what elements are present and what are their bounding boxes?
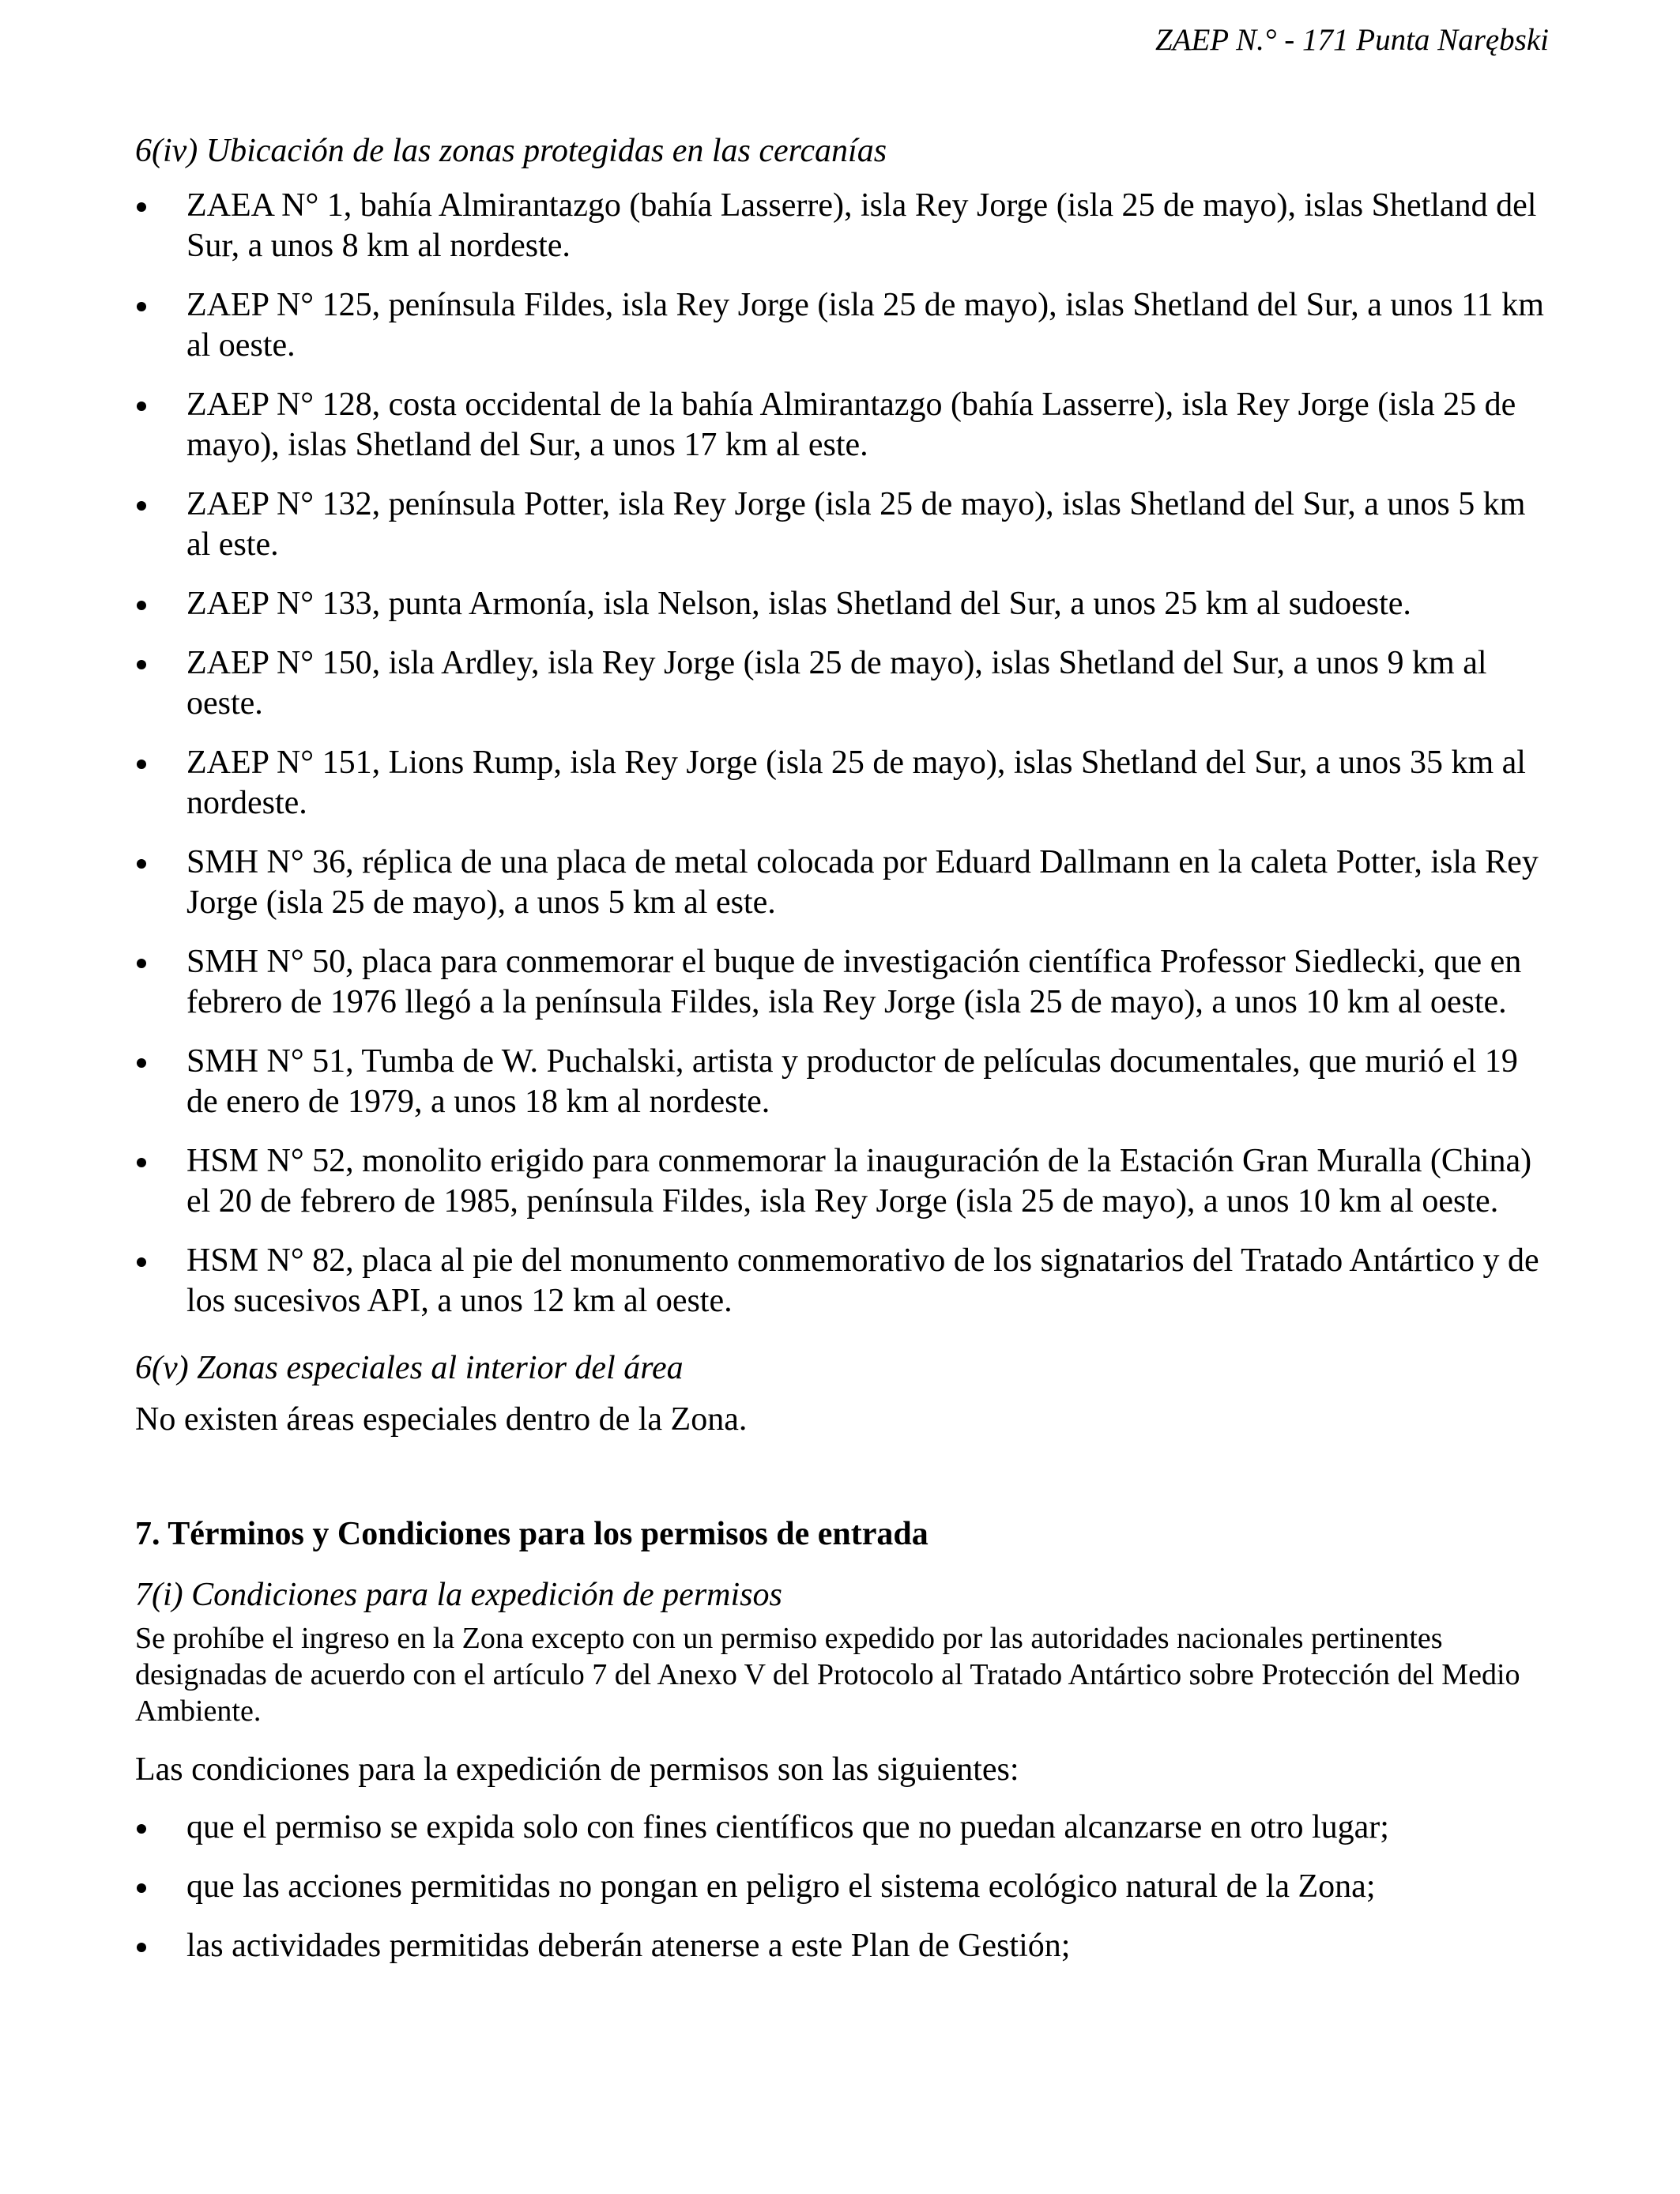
list-item-text: HSM N° 52, monolito erigido para conmemorar la inauguración de la Estación Gran Muralla (China) el 20 de febrero de 1985, península Fildes, isla Rey Jorge (isla 25 de mayo), a unos 10 km al oeste.	[186, 1143, 1532, 1220]
list-item	[135, 385, 1550, 466]
list-item-text: ZAEP N° 150, isla Ardley, isla Rey Jorge (isla 25 de mayo), islas Shetland del Sur, a unos 9 km al oeste.	[186, 645, 1487, 722]
list-item	[135, 1867, 1550, 1907]
list-item	[135, 843, 1550, 923]
list-item	[135, 643, 1550, 724]
bullet-icon	[137, 601, 146, 610]
section-7i-intro: Se prohíbe el ingreso en la Zona excepto con un permiso expedido por las autoridades nacionales pertinentes designadas de acuerdo con el artículo 7 del Anexo V del Protocolo al Tratado Antártico sobre Protección del Medio Ambiente.	[135, 1622, 1520, 1728]
bullet-icon	[137, 1257, 146, 1267]
section-7i-heading: 7(i) Condiciones para la expedición de permisos	[135, 1577, 782, 1613]
list-item	[135, 942, 1550, 1023]
section-6iv-heading: 6(iv) Ubicación de las zonas protegidas en las cercanías	[135, 133, 887, 169]
list-item-text: ZAEP N° 128, costa occidental de la bahía Almirantazgo (bahía Lasserre), isla Rey Jorge (isla 25 de mayo), islas Shetland del Sur, a unos 17 km al este.	[186, 386, 1516, 463]
list-item-text: ZAEP N° 132, península Potter, isla Rey Jorge (isla 25 de mayo), islas Shetland del Sur, a unos 5 km al este.	[186, 486, 1526, 563]
list-item-text: HSM N° 82, placa al pie del monumento conmemorativo de los signatarios del Tratado Antártico y de los sucesivos API, a unos 12 km al oeste.	[186, 1242, 1539, 1319]
bullet-icon	[137, 959, 146, 968]
list-item-text: SMH N° 36, réplica de una placa de metal colocada por Eduard Dallmann en la caleta Potter, isla Rey Jorge (isla 25 de mayo), a unos 5 km al este.	[186, 844, 1539, 921]
section-7i-lead: Las condiciones para la expedición de permisos son las siguientes:	[135, 1751, 1019, 1788]
list-item	[135, 1042, 1550, 1122]
bullet-icon	[137, 302, 146, 311]
list-item	[135, 186, 1550, 266]
list-item	[135, 484, 1550, 565]
document-body	[135, 131, 1550, 1985]
list-item	[135, 1926, 1550, 1966]
bullet-icon	[137, 202, 146, 212]
running-header: ZAEP N.° - 171 Punta Narębski	[1155, 23, 1549, 57]
bullet-icon	[137, 1158, 146, 1167]
list-item-text: que el permiso se expida solo con fines científicos que no puedan alcanzarse en otro lugar;	[186, 1809, 1389, 1845]
list-item-text: ZAEA N° 1, bahía Almirantazgo (bahía Lasserre), isla Rey Jorge (isla 25 de mayo), islas Shetland del Sur, a unos 8 km al nordeste.	[186, 187, 1537, 264]
bullet-icon	[137, 859, 146, 869]
bullet-icon	[137, 1943, 146, 1952]
list-item	[135, 1141, 1550, 1222]
bullet-icon	[137, 501, 146, 511]
list-item	[135, 584, 1550, 624]
bullet-icon	[137, 1883, 146, 1893]
list-item	[135, 285, 1550, 366]
permit-conditions-list	[135, 1808, 1550, 1966]
section-6v-text: No existen áreas especiales dentro de la Zona.	[135, 1401, 748, 1438]
list-item-text: las actividades permitidas deberán atenerse a este Plan de Gestión;	[186, 1928, 1071, 1964]
bullet-icon	[137, 660, 146, 669]
bullet-icon	[137, 1824, 146, 1834]
bullet-icon	[137, 760, 146, 769]
list-item-text: que las acciones permitidas no pongan en peligro el sistema ecológico natural de la Zona;	[186, 1868, 1376, 1905]
list-item-text: ZAEP N° 133, punta Armonía, isla Nelson, islas Shetland del Sur, a unos 25 km al sudoeste.	[186, 586, 1411, 622]
list-item-text: SMH N° 51, Tumba de W. Puchalski, artista y productor de películas documentales, que murió el 19 de enero de 1979, a unos 18 km al nordeste.	[186, 1043, 1518, 1120]
list-item	[135, 1241, 1550, 1321]
section-6v-heading: 6(v) Zonas especiales al interior del área	[135, 1350, 684, 1386]
bullet-icon	[137, 401, 146, 411]
list-item-text: ZAEP N° 125, península Fildes, isla Rey Jorge (isla 25 de mayo), islas Shetland del Sur, a unos 11 km al oeste.	[186, 287, 1544, 364]
list-item	[135, 743, 1550, 824]
list-item-text: SMH N° 50, placa para conmemorar el buque de investigación científica Professor Siedlecki, que en febrero de 1976 llegó a la península Fildes, isla Rey Jorge (isla 25 de mayo), a unos 10 km al oeste.	[186, 944, 1522, 1020]
section-7-heading: 7. Términos y Condiciones para los permisos de entrada	[135, 1516, 929, 1552]
bullet-icon	[137, 1058, 146, 1068]
nearby-protected-areas-list	[135, 186, 1550, 1321]
list-item	[135, 1808, 1550, 1848]
list-item-text: ZAEP N° 151, Lions Rump, isla Rey Jorge (isla 25 de mayo), islas Shetland del Sur, a unos 35 km al nordeste.	[186, 745, 1526, 821]
